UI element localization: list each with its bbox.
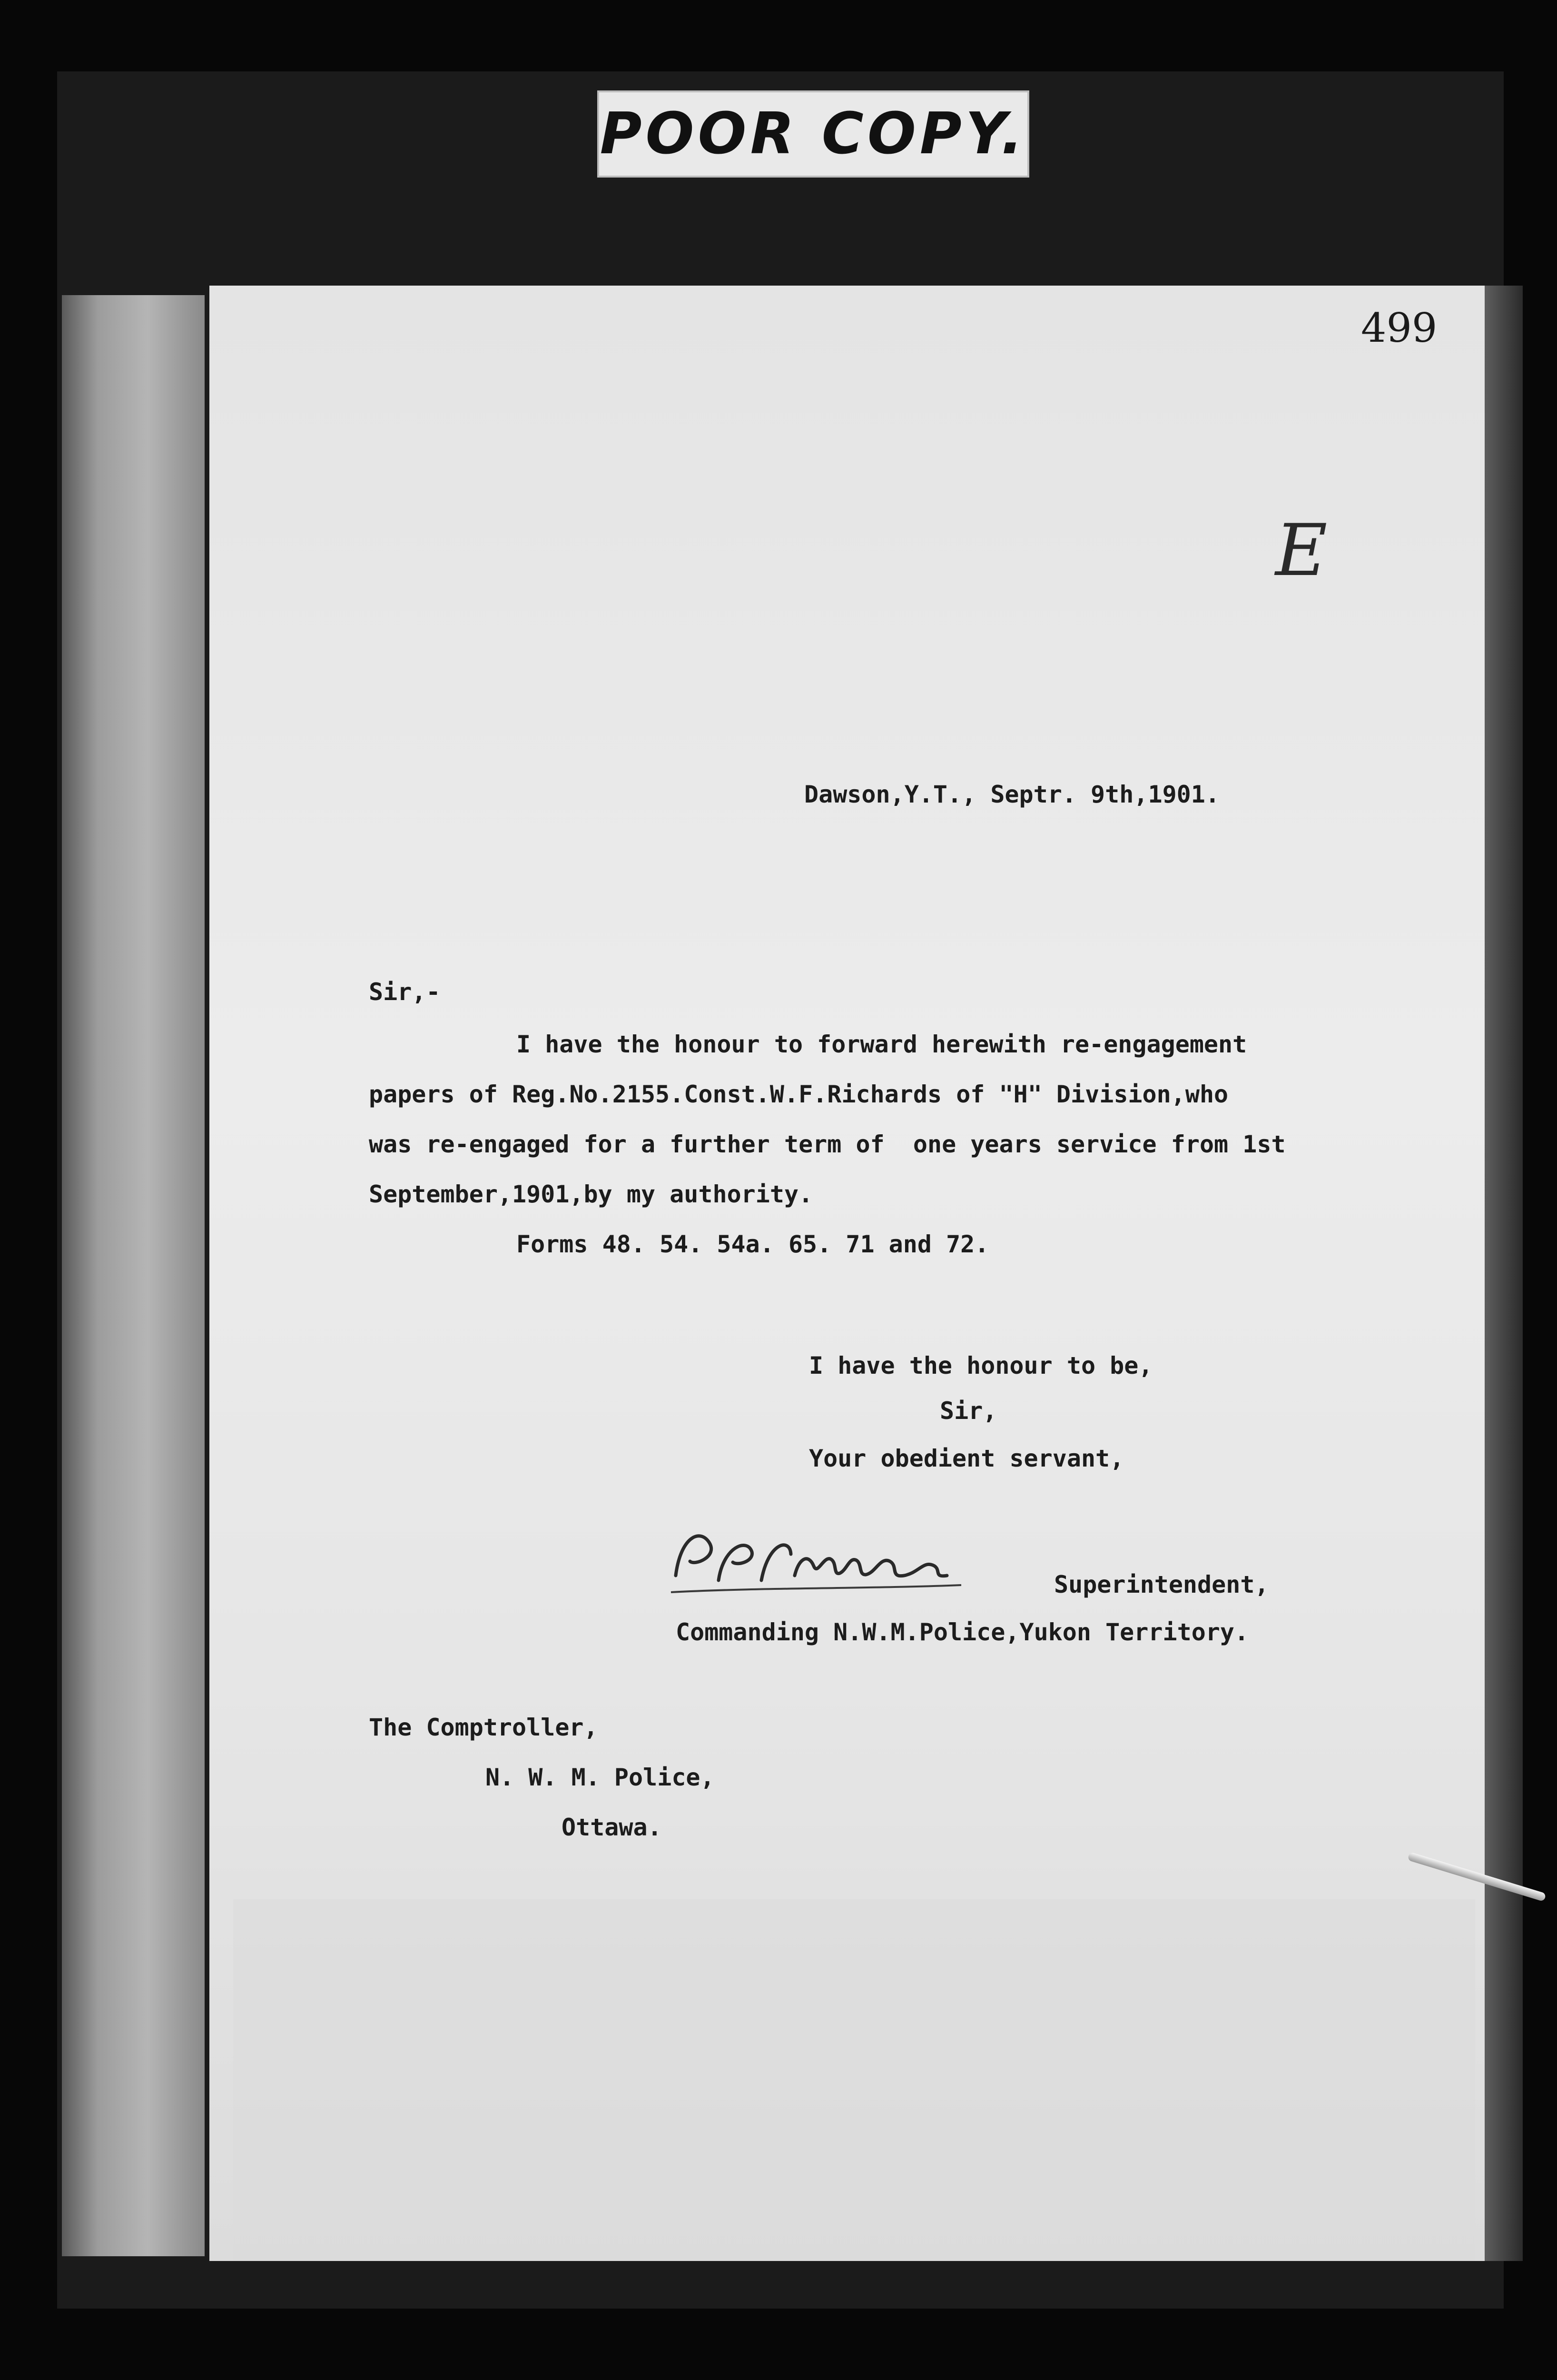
handwritten-mark: E — [1275, 509, 1328, 592]
closing-line: Your obedient servant, — [809, 1445, 1124, 1472]
letter-body-line: I have the honour to forward herewith re-engagement — [516, 1031, 1247, 1058]
signatory-command: Commanding N.W.M.Police,Yukon Territory. — [676, 1618, 1249, 1646]
letter-dateline: Dawson,Y.T., Septr. 9th,1901. — [804, 781, 1220, 808]
letter-body-line: was re-engaged for a further term of one years service from 1st — [369, 1130, 1286, 1158]
letter-forms-line: Forms 48. 54. 54a. 65. 71 and 72. — [516, 1230, 989, 1258]
page-number: 499 — [1361, 305, 1438, 351]
signature-image — [666, 1509, 1009, 1604]
binding-strip — [62, 295, 205, 2256]
poor-copy-text: POOR COPY. — [600, 101, 1027, 167]
closing-line: Sir, — [940, 1397, 997, 1425]
addressee-line: N. W. M. Police, — [485, 1764, 715, 1791]
page-lower-fold — [233, 1899, 1475, 2261]
letter-body-line: papers of Reg.No.2155.Const.W.F.Richards of "H" Division,who — [369, 1081, 1229, 1108]
addressee-line: The Comptroller, — [369, 1714, 598, 1741]
signatory-title: Superintendent, — [1054, 1571, 1269, 1598]
addressee-line: Ottawa. — [562, 1814, 662, 1841]
letter-salutation: Sir,- — [369, 978, 441, 1006]
closing-line: I have the honour to be, — [809, 1352, 1153, 1379]
poor-copy-stamp — [597, 90, 1029, 178]
letter-body-line: September,1901,by my authority. — [369, 1180, 813, 1208]
